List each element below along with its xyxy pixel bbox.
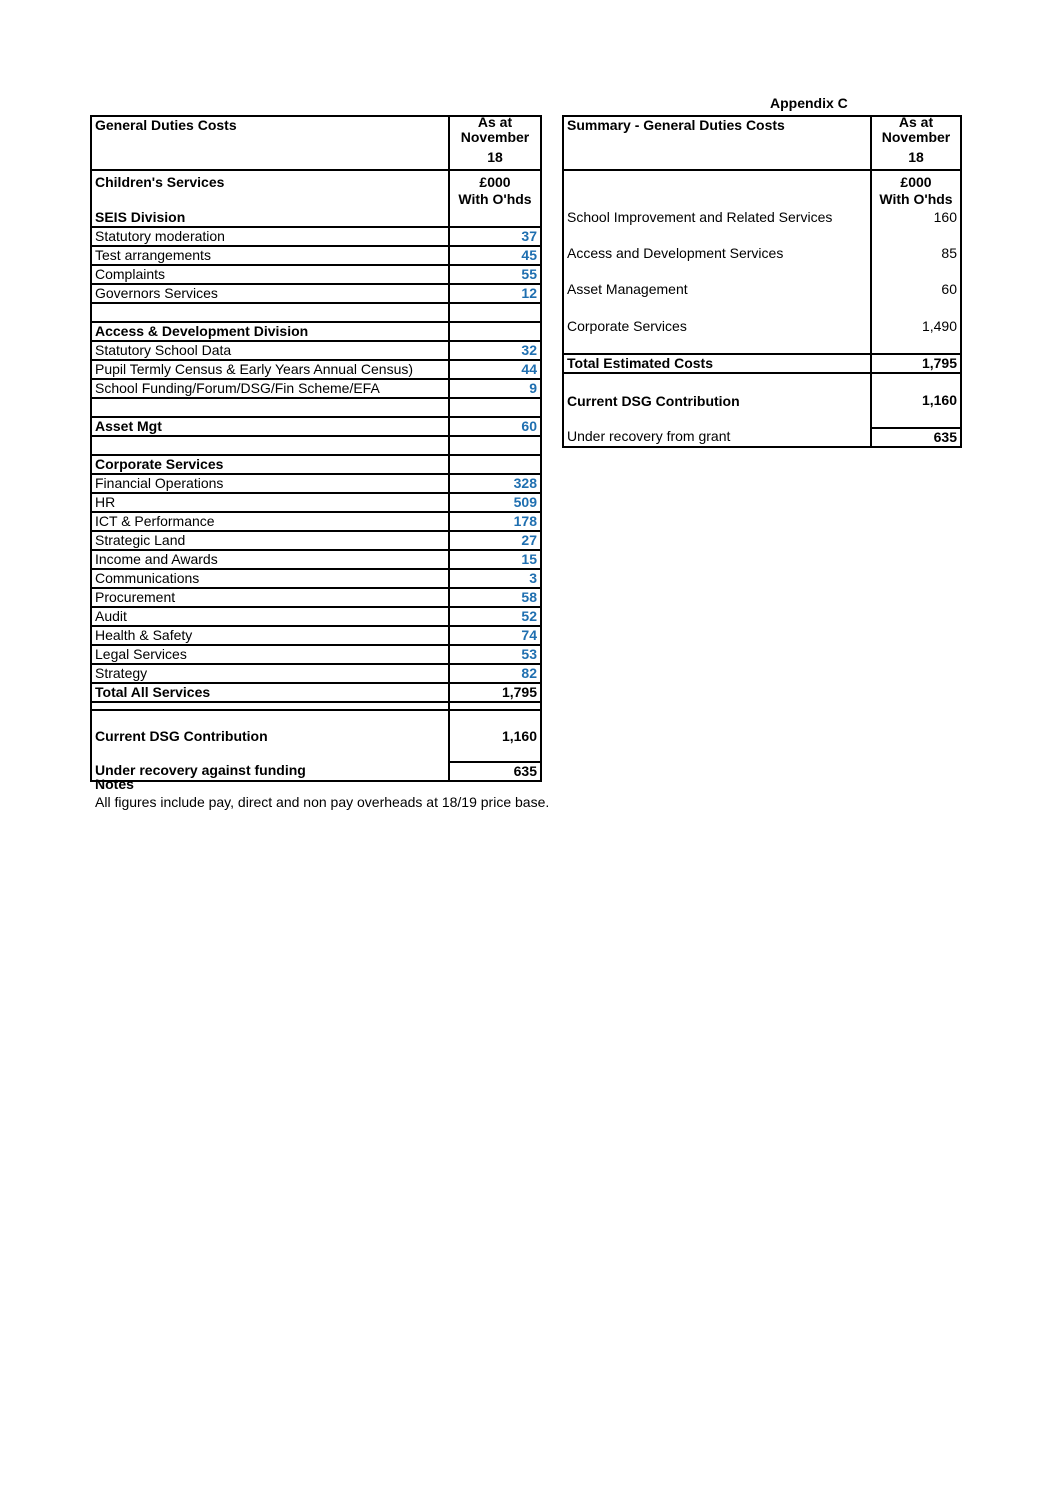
unit-label: £000 xyxy=(449,170,541,191)
under-recovery-row: Under recovery from grant 635 xyxy=(563,428,961,447)
unit-label: With O'hds xyxy=(871,191,961,209)
table-row: Communications 3 xyxy=(91,569,541,588)
unit-label: £000 xyxy=(871,170,961,191)
table-row: Statutory moderation 37 xyxy=(91,227,541,246)
summary-table xyxy=(562,115,962,448)
under-recovery-row: Under recovery against funding 635 xyxy=(91,762,541,781)
dsg-row: Current DSG Contribution 1,160 xyxy=(563,373,961,428)
table-row: Health & Safety 74 xyxy=(91,626,541,645)
table-row: School Improvement and Related Services 160 xyxy=(563,209,961,245)
table-row: Test arrangements 45 xyxy=(91,246,541,265)
table-title: General Duties Costs xyxy=(91,116,449,170)
table-row: Complaints 55 xyxy=(91,265,541,284)
table-row: Legal Services 53 xyxy=(91,645,541,664)
notes-heading: Notes xyxy=(95,776,134,792)
dsg-row: Current DSG Contribution 1,160 xyxy=(91,710,541,762)
section-heading: Children's Services xyxy=(91,170,449,191)
table-row: Asset Management 60 xyxy=(563,281,961,318)
table-title: Summary - General Duties Costs xyxy=(563,116,871,170)
table-row: Access and Development Services 85 xyxy=(563,245,961,281)
column-header: As at November 18 xyxy=(871,116,961,170)
table-row: Strategy 82 xyxy=(91,664,541,683)
table-row: Procurement 58 xyxy=(91,588,541,607)
table-row: School Funding/Forum/DSG/Fin Scheme/EFA 9 xyxy=(91,379,541,398)
unit-label: With O'hds xyxy=(449,191,541,209)
table-row: Asset Mgt 60 xyxy=(91,417,541,436)
table-row: Income and Awards 15 xyxy=(91,550,541,569)
total-row: Total All Services 1,795 xyxy=(91,683,541,702)
table-row: Financial Operations 328 xyxy=(91,474,541,493)
appendix-label: Appendix C xyxy=(770,95,848,111)
table-row: Audit 52 xyxy=(91,607,541,626)
table-row: Governors Services 12 xyxy=(91,284,541,303)
column-header: As at November 18 xyxy=(449,116,541,170)
notes xyxy=(95,775,549,811)
general-duties-costs-table xyxy=(90,115,542,782)
notes-text: All figures include pay, direct and non pay overheads at 18/19 price base. xyxy=(95,794,550,810)
table-row: ICT & Performance 178 xyxy=(91,512,541,531)
table-row: Pupil Termly Census & Early Years Annual Census) 44 xyxy=(91,360,541,379)
table-row: Corporate Services 1,490 xyxy=(563,318,961,354)
section-heading: Corporate Services xyxy=(91,455,449,474)
table-row: Strategic Land 27 xyxy=(91,531,541,550)
table-row: HR 509 xyxy=(91,493,541,512)
table-row: Statutory School Data 32 xyxy=(91,341,541,360)
total-row: Total Estimated Costs 1,795 xyxy=(563,354,961,373)
section-heading: SEIS Division xyxy=(91,209,449,227)
section-heading: Access & Development Division xyxy=(91,322,449,341)
